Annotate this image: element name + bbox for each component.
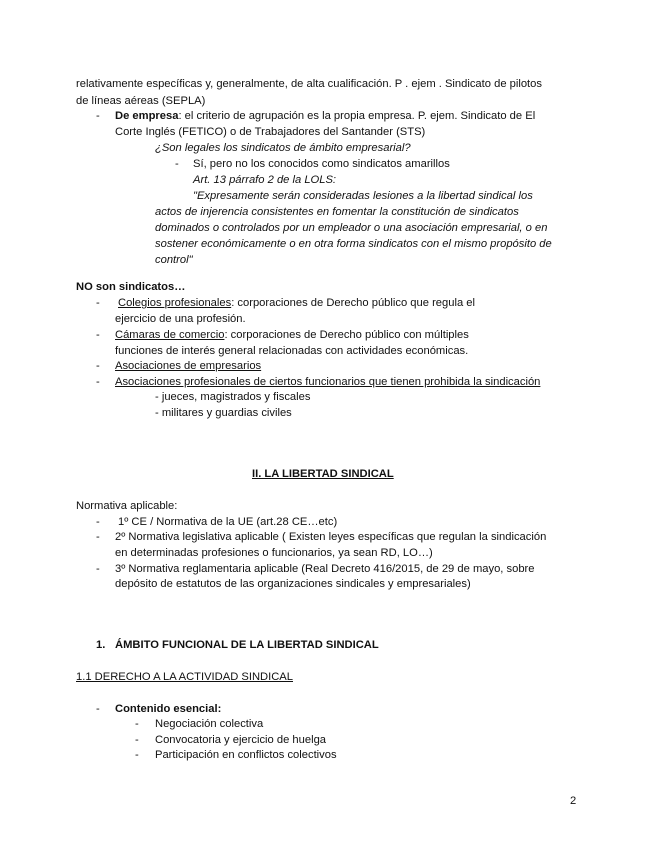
sub-item-jueces: - jueces, magistrados y fiscales xyxy=(155,391,311,403)
sub-item-militares: - militares y guardias civiles xyxy=(155,407,292,419)
bullet-dash: - xyxy=(96,516,100,528)
bullet-dash: - xyxy=(135,734,139,746)
asociaciones-empresarios-link[interactable]: Asociaciones de empresarios xyxy=(115,360,262,372)
bullet-dash: - xyxy=(135,749,139,761)
colegios-line-1 xyxy=(118,296,475,310)
page-number: 2 xyxy=(570,795,577,807)
camaras-line-2: funciones de interés general relacionadas con actividades económicas. xyxy=(115,345,469,357)
de-empresa-line-2: Corte Inglés (FETICO) o de Trabajadores del Santander (STS) xyxy=(115,126,426,138)
quote-line-4: sostener económicamente o en otra forma sindicatos con el mismo propósito de xyxy=(155,238,552,250)
normativa-item-2-line-1: 2º Normativa legislativa aplicable ( Existen leyes específicas que regulan la sindicación xyxy=(115,531,547,543)
de-empresa-line-1 xyxy=(115,109,535,123)
contenido-item: Participación en conflictos colectivos xyxy=(155,749,337,761)
no-son-heading: NO son sindicatos… xyxy=(76,281,186,293)
answer: Sí, pero no los conocidos como sindicatos amarillos xyxy=(193,158,450,170)
bullet-dash: - xyxy=(96,531,100,543)
contenido-label: Contenido esencial: xyxy=(115,703,222,715)
quote-line-2: actos de injerencia consistentes en fomentar la constitución de sindicatos xyxy=(155,206,519,218)
camaras-line-1 xyxy=(115,328,469,342)
bullet-dash: - xyxy=(96,329,100,341)
quote-line-1: "Expresamente serán consideradas lesiones a la libertad sindical los xyxy=(193,190,533,202)
ambito-title: ÁMBITO FUNCIONAL DE LA LIBERTAD SINDICAL xyxy=(115,639,379,651)
section-title: II. LA LIBERTAD SINDICAL xyxy=(252,468,394,480)
contenido-item: Negociación colectiva xyxy=(155,718,264,730)
quote-line-5: control" xyxy=(155,254,193,266)
colegios-text: : corporaciones de Derecho público que regula el xyxy=(231,297,475,309)
bullet-dash: - xyxy=(96,563,100,575)
normativa-item-3-line-2: depósito de estatutos de las organizaciones sindicales y empresariales) xyxy=(115,578,471,590)
normativa-item-3-line-1: 3º Normativa reglamentaria aplicable (Real Decreto 416/2015, de 29 de mayo, sobre xyxy=(115,563,535,575)
ambito-number: 1. xyxy=(96,639,106,651)
bullet-dash: - xyxy=(96,360,100,372)
bullet-dash: - xyxy=(96,110,100,122)
colegios-line-2: ejercicio de una profesión. xyxy=(115,313,246,325)
subsection-title: 1.1 DERECHO A LA ACTIVIDAD SINDICAL xyxy=(76,671,293,683)
quote-line-3: dominados o controlados por un empleador o una asociación empresarial, o en xyxy=(155,222,548,234)
bullet-dash: - xyxy=(175,158,179,170)
question: ¿Son legales los sindicatos de ámbito empresarial? xyxy=(155,142,411,154)
camaras-link[interactable]: Cámaras de comercio xyxy=(115,329,225,341)
intro-line-1: relativamente específicas y, generalmente, de alta cualificación. P . ejem . Sindicato de pilotos xyxy=(76,78,542,90)
article-reference: Art. 13 párrafo 2 de la LOLS: xyxy=(193,174,337,186)
bullet-dash: - xyxy=(135,718,139,730)
bullet-dash: - xyxy=(96,297,100,309)
camaras-text: : corporaciones de Derecho público con múltiples xyxy=(224,329,469,341)
asociaciones-profesionales-link[interactable]: Asociaciones profesionales de ciertos funcionarios que tienen prohibida la sindicación xyxy=(115,376,541,388)
normativa-label: Normativa aplicable: xyxy=(76,500,178,512)
bullet-dash: - xyxy=(96,703,100,715)
intro-line-2: de líneas aéreas (SEPLA) xyxy=(76,95,206,107)
normativa-item-2-line-2: en determinadas profesiones o funcionarios, ya sean RD, LO…) xyxy=(115,547,433,559)
de-empresa-text: : el criterio de agrupación es la propia empresa. P. ejem. Sindicato de El xyxy=(178,110,536,122)
de-empresa-label: De empresa xyxy=(115,110,179,122)
contenido-item: Convocatoria y ejercicio de huelga xyxy=(155,734,327,746)
colegios-link[interactable]: Colegios profesionales xyxy=(118,297,232,309)
bullet-dash: - xyxy=(96,376,100,388)
normativa-item-1: 1º CE / Normativa de la UE (art.28 CE…etc) xyxy=(118,516,338,528)
